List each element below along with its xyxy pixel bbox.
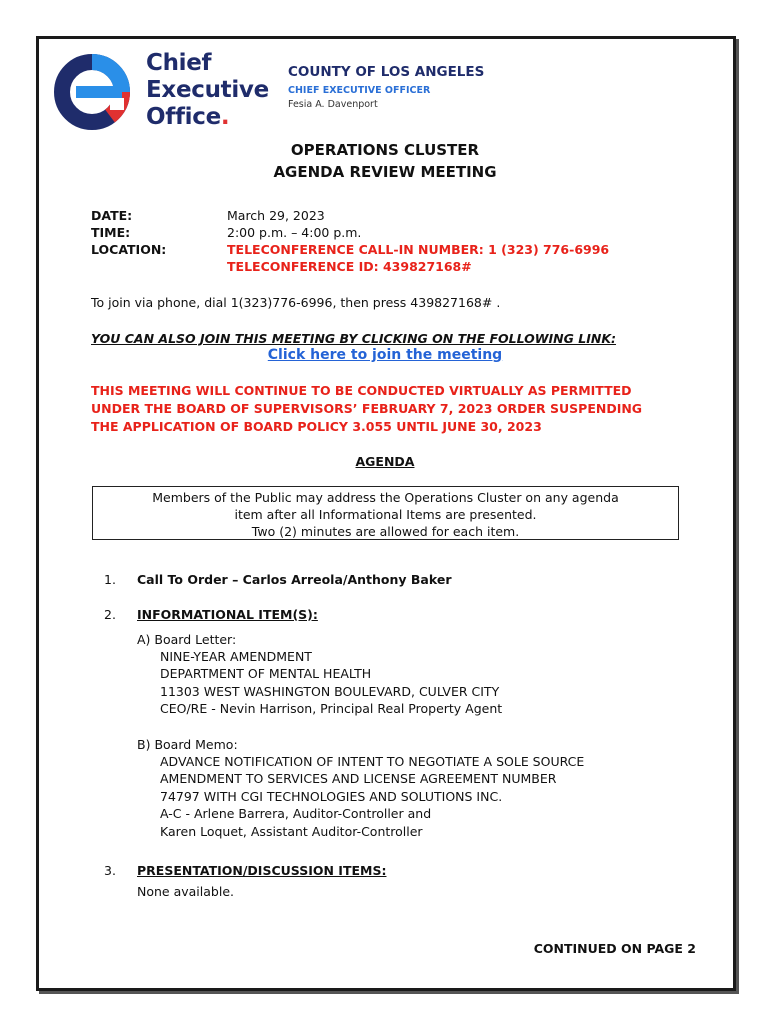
- county-name: COUNTY OF LOS ANGELES: [288, 64, 485, 80]
- continued-notice: CONTINUED ON PAGE 2: [533, 941, 696, 956]
- join-phone-instructions: To join via phone, dial 1(323)776-6996, then press 439827168# .: [91, 295, 501, 310]
- info-item-a-header: [137, 631, 236, 648]
- info-item-line: NINE-YEAR AMENDMENT: [160, 649, 312, 664]
- logo-line-executive: Executive: [146, 77, 269, 103]
- time-value: 2:00 p.m. – 4:00 p.m.: [227, 225, 362, 240]
- logo-office-word: Office: [146, 104, 221, 130]
- info-item-a-label: A): [137, 632, 151, 647]
- ceo-title: CHIEF EXECUTIVE OFFICER: [288, 85, 431, 96]
- item-call-to-order: Call To Order – Carlos Arreola/Anthony Baker: [137, 572, 452, 587]
- virtual-notice-line2: UNDER THE BOARD OF SUPERVISORS’ FEBRUARY 7, 2023 ORDER SUSPENDING: [91, 401, 643, 416]
- public-note-line: item after all Informational Items are presented.: [234, 507, 537, 522]
- public-note-line: Members of the Public may address the Operations Cluster on any agenda: [152, 490, 619, 505]
- time-label: TIME:: [91, 225, 131, 240]
- info-item-line: Karen Loquet, Assistant Auditor-Controller: [160, 823, 423, 839]
- presentation-none: None available.: [137, 884, 234, 899]
- logo-line-office: [146, 104, 269, 131]
- location-conference-id: TELECONFERENCE ID: 439827168#: [227, 259, 472, 274]
- date-value: March 29, 2023: [227, 208, 325, 223]
- ceo-logo-icon: [52, 52, 132, 132]
- info-item-b-label: B): [137, 737, 151, 752]
- info-item-line: DEPARTMENT OF MENTAL HEALTH: [160, 666, 372, 682]
- logo-line-chief: Chief: [146, 50, 212, 76]
- logo-wordmark: [146, 50, 269, 131]
- also-join-heading: YOU CAN ALSO JOIN THIS MEETING BY CLICKING ON THE FOLLOWING LINK:: [91, 331, 617, 346]
- agenda-heading: AGENDA: [355, 454, 415, 469]
- item-number: 1.: [104, 572, 116, 587]
- info-item-line: ADVANCE NOTIFICATION OF INTENT TO NEGOTIATE A SOLE SOURCE: [160, 754, 585, 769]
- info-item-line: 74797 WITH CGI TECHNOLOGIES AND SOLUTIONS INC.: [160, 788, 503, 804]
- date-label: DATE:: [91, 208, 133, 223]
- join-meeting-link[interactable]: Click here to join the meeting: [267, 347, 503, 363]
- public-note-line: Two (2) minutes are allowed for each item.: [251, 524, 520, 539]
- info-item-line: 11303 WEST WASHINGTON BOULEVARD, CULVER CITY: [160, 683, 500, 699]
- location-callin: TELECONFERENCE CALL-IN NUMBER: 1 (323) 776-6996: [227, 242, 610, 257]
- page-title-line2: AGENDA REVIEW MEETING: [273, 163, 497, 181]
- info-item-b-type: Board Memo:: [154, 737, 238, 752]
- info-item-b-header: [137, 736, 238, 753]
- ceo-name: Fesia A. Davenport: [288, 99, 378, 110]
- info-item-a-body: [160, 648, 502, 718]
- info-item-b-body: [160, 753, 584, 840]
- virtual-notice-line3: THE APPLICATION OF BOARD POLICY 3.055 UNTIL JUNE 30, 2023: [91, 419, 542, 434]
- item-number: 3.: [104, 863, 116, 878]
- item-presentation: PRESENTATION/DISCUSSION ITEMS:: [137, 863, 387, 878]
- page-title-line1: OPERATIONS CLUSTER: [290, 141, 480, 159]
- location-label: LOCATION:: [91, 242, 167, 257]
- item-number: 2.: [104, 607, 116, 622]
- info-item-a-type: Board Letter:: [154, 632, 237, 647]
- info-item-line: AMENDMENT TO SERVICES AND LICENSE AGREEMENT NUMBER: [160, 771, 557, 787]
- info-item-line: A-C - Arlene Barrera, Auditor-Controller and: [160, 806, 432, 822]
- item-informational: INFORMATIONAL ITEM(S):: [137, 607, 318, 622]
- info-item-line: CEO/RE - Nevin Harrison, Principal Real Property Agent: [160, 701, 503, 717]
- public-comment-box: [92, 486, 679, 540]
- virtual-notice-line1: THIS MEETING WILL CONTINUE TO BE CONDUCTED VIRTUALLY AS PERMITTED: [91, 383, 632, 398]
- logo-red-dot: .: [220, 104, 230, 130]
